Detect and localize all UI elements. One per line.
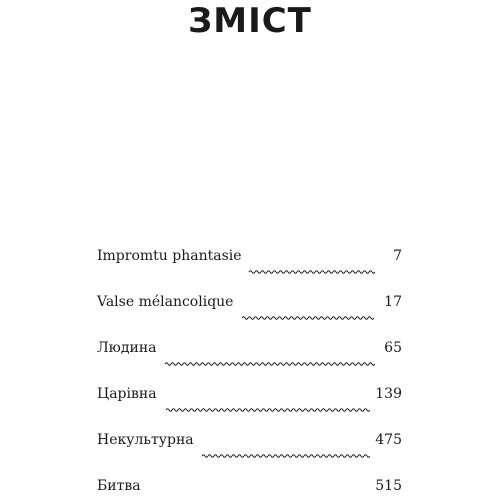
- table-of-contents: [97, 248, 402, 500]
- toc-leader: [248, 269, 375, 275]
- wavy-leader-line: [200, 453, 370, 459]
- wavy-leader-line: [239, 315, 374, 321]
- toc-entry-title: Битва: [97, 478, 141, 494]
- toc-entry[interactable]: [97, 294, 402, 340]
- toc-entry[interactable]: [97, 340, 402, 386]
- toc-entry-page: 515: [375, 478, 402, 494]
- wavy-leader-line: [163, 361, 375, 367]
- toc-leader: [200, 453, 371, 459]
- toc-entry-page: 17: [384, 294, 402, 310]
- toc-entry-title: Царівна: [97, 386, 157, 402]
- toc-entry[interactable]: [97, 432, 402, 478]
- toc-entry-page: 65: [384, 340, 402, 356]
- page-title: ЗМІСТ: [188, 1, 312, 41]
- toc-entry[interactable]: [97, 248, 402, 294]
- toc-entry-title: Valse mélancolique: [97, 294, 234, 310]
- toc-leader: [163, 361, 376, 367]
- toc-leader: [163, 407, 371, 413]
- toc-leader: [239, 315, 375, 321]
- wavy-leader-line: [163, 407, 370, 413]
- toc-entry-title: Impromtu phantasie: [97, 248, 242, 264]
- toc-entry-page: 7: [393, 248, 402, 264]
- toc-entry[interactable]: [97, 386, 402, 432]
- toc-entry-page: 475: [375, 432, 402, 448]
- toc-entry[interactable]: [97, 478, 402, 500]
- toc-entry-title: Людина: [97, 340, 157, 356]
- toc-entry-title: Некультурна: [97, 432, 194, 448]
- wavy-leader-line: [248, 269, 375, 275]
- toc-entry-page: 139: [375, 386, 402, 402]
